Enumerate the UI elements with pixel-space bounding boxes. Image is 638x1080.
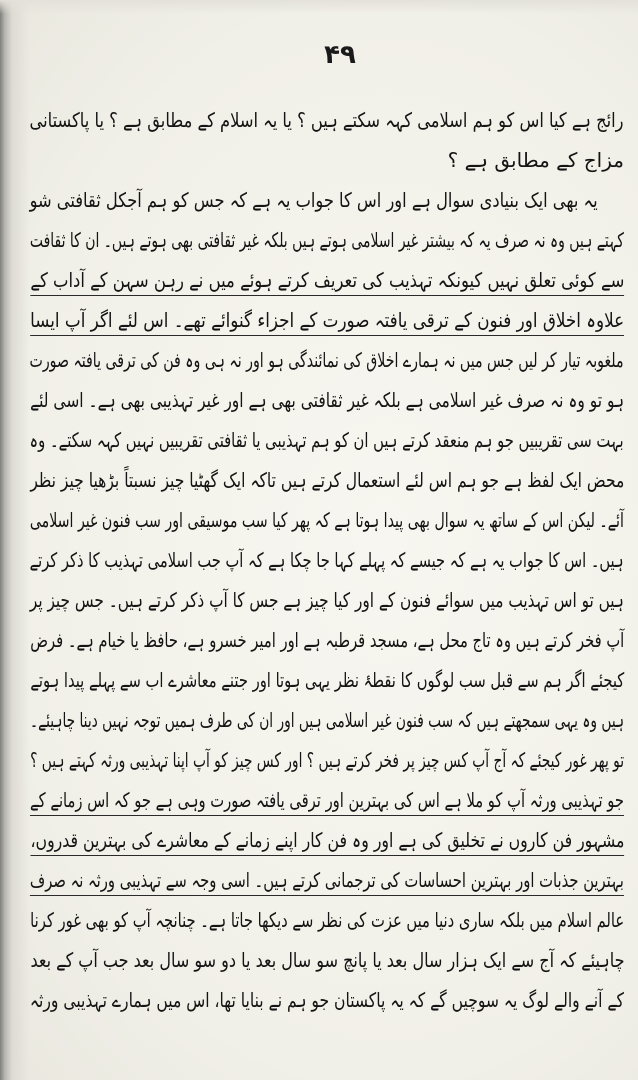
- text-line: [30, 420, 624, 460]
- text-line: [30, 940, 624, 980]
- text-line: [30, 100, 624, 140]
- paragraph-start-line: [30, 180, 624, 220]
- text-line: [30, 620, 624, 660]
- text-line-content: آئے۔ لیکن اس کے ساتھ یہ سوال بھی پیدا ہوتا ہے کہ پھر کیا سب موسیقی اور سب فنون غیر اسلامی: [30, 508, 624, 532]
- text-line-content: ملغوبہ تیار کر لیں جس میں نہ ہمارے اخلاق کی نمائندگی ہو اور نہ ہی وہ فن کی ترقی یافتہ صورت: [30, 348, 624, 372]
- text-line-content: یہ بھی ایک بنیادی سوال ہے اور اس کا جواب یہ ہے کہ جس کو ہم آجکل ثقافتی شو: [30, 188, 598, 212]
- text-line-content: آپ فخر کرتے ہیں وہ تاج محل ہے، مسجد قرطبہ ہے اور امیر خسرو ہے، حافظ یا خیام ہے۔ فرض: [30, 628, 624, 652]
- underlined-text-line: [30, 260, 624, 300]
- text-line-content: چاہیئے کہ آج سے ایک ہزار سال بعد یا پانچ سو سال بعد یا دو سو سال بعد جب آپ کے بعد: [30, 948, 624, 972]
- text-line-content: مزاج کے مطابق ہے ؟: [447, 148, 624, 172]
- underlined-text-line: [30, 300, 624, 340]
- text-line: [30, 380, 624, 420]
- text-line: [30, 460, 624, 500]
- text-line-content: عالم اسلام میں بلکہ ساری دنیا میں عزت کی نظر سے دیکھا جاتا ہے۔ چنانچہ آپ کو بھی غور کرنا: [30, 908, 624, 932]
- text-line: [30, 700, 624, 740]
- page-edge-shadow: [0, 0, 638, 14]
- text-line-content: سے کوئی تعلق نہیں کیونکہ تہذیب کی تعریف کرتے ہوئے میں نے رہن سہن کے آداب کے: [30, 265, 624, 296]
- text-line-content: ہیں وہ یہی سمجھتے ہیں کہ سب فنون غیر اسلامی ہیں اور ان کی طرف ہمیں توجہ نہیں دینا چاہیئے۔: [30, 708, 624, 732]
- text-line-content: جو تہذیبی ورثہ آپ کو ملا ہے اس کی بہترین اور ترقی یافتہ صورت وہی ہے جو کہ اس زمانے کے: [30, 785, 624, 816]
- underlined-text-line: [30, 780, 624, 820]
- page-number: ۴۹: [324, 40, 356, 70]
- text-line: [30, 740, 624, 780]
- text-line: [30, 500, 624, 540]
- text-line-content: بہترین جذبات اور بہترین احساسات کی ترجمانی کرتے ہیں۔ اسی وجہ سے تہذیبی ورثہ نہ صرف: [30, 865, 624, 896]
- text-line: [30, 660, 624, 700]
- text-line: [30, 900, 624, 940]
- text-line-content: ہیں۔ اس کا جواب یہ ہے کہ جیسے کہ پہلے کہا جا چکا ہے کہ آپ جب اسلامی تہذیب کا ذکر کرتے: [30, 548, 624, 572]
- text-line: [30, 340, 624, 380]
- text-line-content: ہو تو وہ نہ صرف غیر اسلامی ہے بلکہ غیر ثقافتی بھی ہے اور غیر تہذیبی بھی ہے۔ اسی لئے: [30, 388, 624, 412]
- text-line-content: ہیں تو اس تہذیب میں سوائے فنون کے اور کیا چیز ہے جس کا آپ ذکر کرتے ہیں۔ جس چیز پر: [30, 588, 624, 612]
- underlined-text-line: [30, 860, 624, 900]
- text-line: [30, 540, 624, 580]
- body-text: [30, 100, 624, 1020]
- text-line-content: محض ایک لفظ ہے جو ہم اس لئے استعمال کرتے ہیں تاکہ ایک گھٹیا چیز نسبتاً بڑھیا چیز نظر: [30, 468, 624, 492]
- text-line-content: کہتے ہیں وہ نہ صرف یہ کہ بیشتر غیر اسلامی ہوتے ہیں بلکہ غیر ثقافتی بھی ہوتے ہیں۔ ان کا ثقافت: [30, 228, 624, 252]
- text-line-content: علاوہ اخلاق اور فنون کے ترقی یافتہ صورت کے اجزاء گنوائے تھے۔ اس لئے اگر آپ ایسا: [30, 305, 624, 336]
- text-line-content: کیجئے اگر ہم سے قبل سب لوگوں کا نقطۂ نظر یہی ہوتا اور جتنے معاشرے اب سے پہلے پیدا ہوتے: [30, 668, 624, 692]
- text-line-content: رائج ہے کیا اس کو ہم اسلامی کہہ سکتے ہیں ؟ یا یہ اسلام کے مطابق ہے ؟ یا پاکستانی: [30, 108, 624, 132]
- text-line-content: کے آنے والے لوگ یہ سوچیں گے کہ یہ پاکستان جو ہم نے بنایا تھا، اس میں ہمارے تہذیبی ورثہ: [30, 988, 624, 1012]
- text-line: [30, 980, 624, 1020]
- text-line: [30, 140, 624, 180]
- text-line-content: بہت سی تقریبیں جو ہم منعقد کرتے ہیں ان کو ہم تہذیبی یا ثقافتی تقریبیں نہیں کہہ سکتے۔ وہ: [30, 428, 624, 452]
- underlined-text-line: [30, 820, 624, 860]
- text-line: [30, 220, 624, 260]
- text-line-content: تو پھر غور کیجئے کہ آج آپ کس چیز پر فخر کرتے ہیں ؟ اور کس چیز کو آپ اپنا تہذیبی ورثہ کہتے ہیں ؟: [30, 748, 624, 772]
- text-line: [30, 580, 624, 620]
- text-line-content: مشہور فن کاروں نے تخلیق کی ہے اور وہ فن کار اپنے زمانے کے معاشرے کی بہترین قدروں،: [30, 825, 624, 856]
